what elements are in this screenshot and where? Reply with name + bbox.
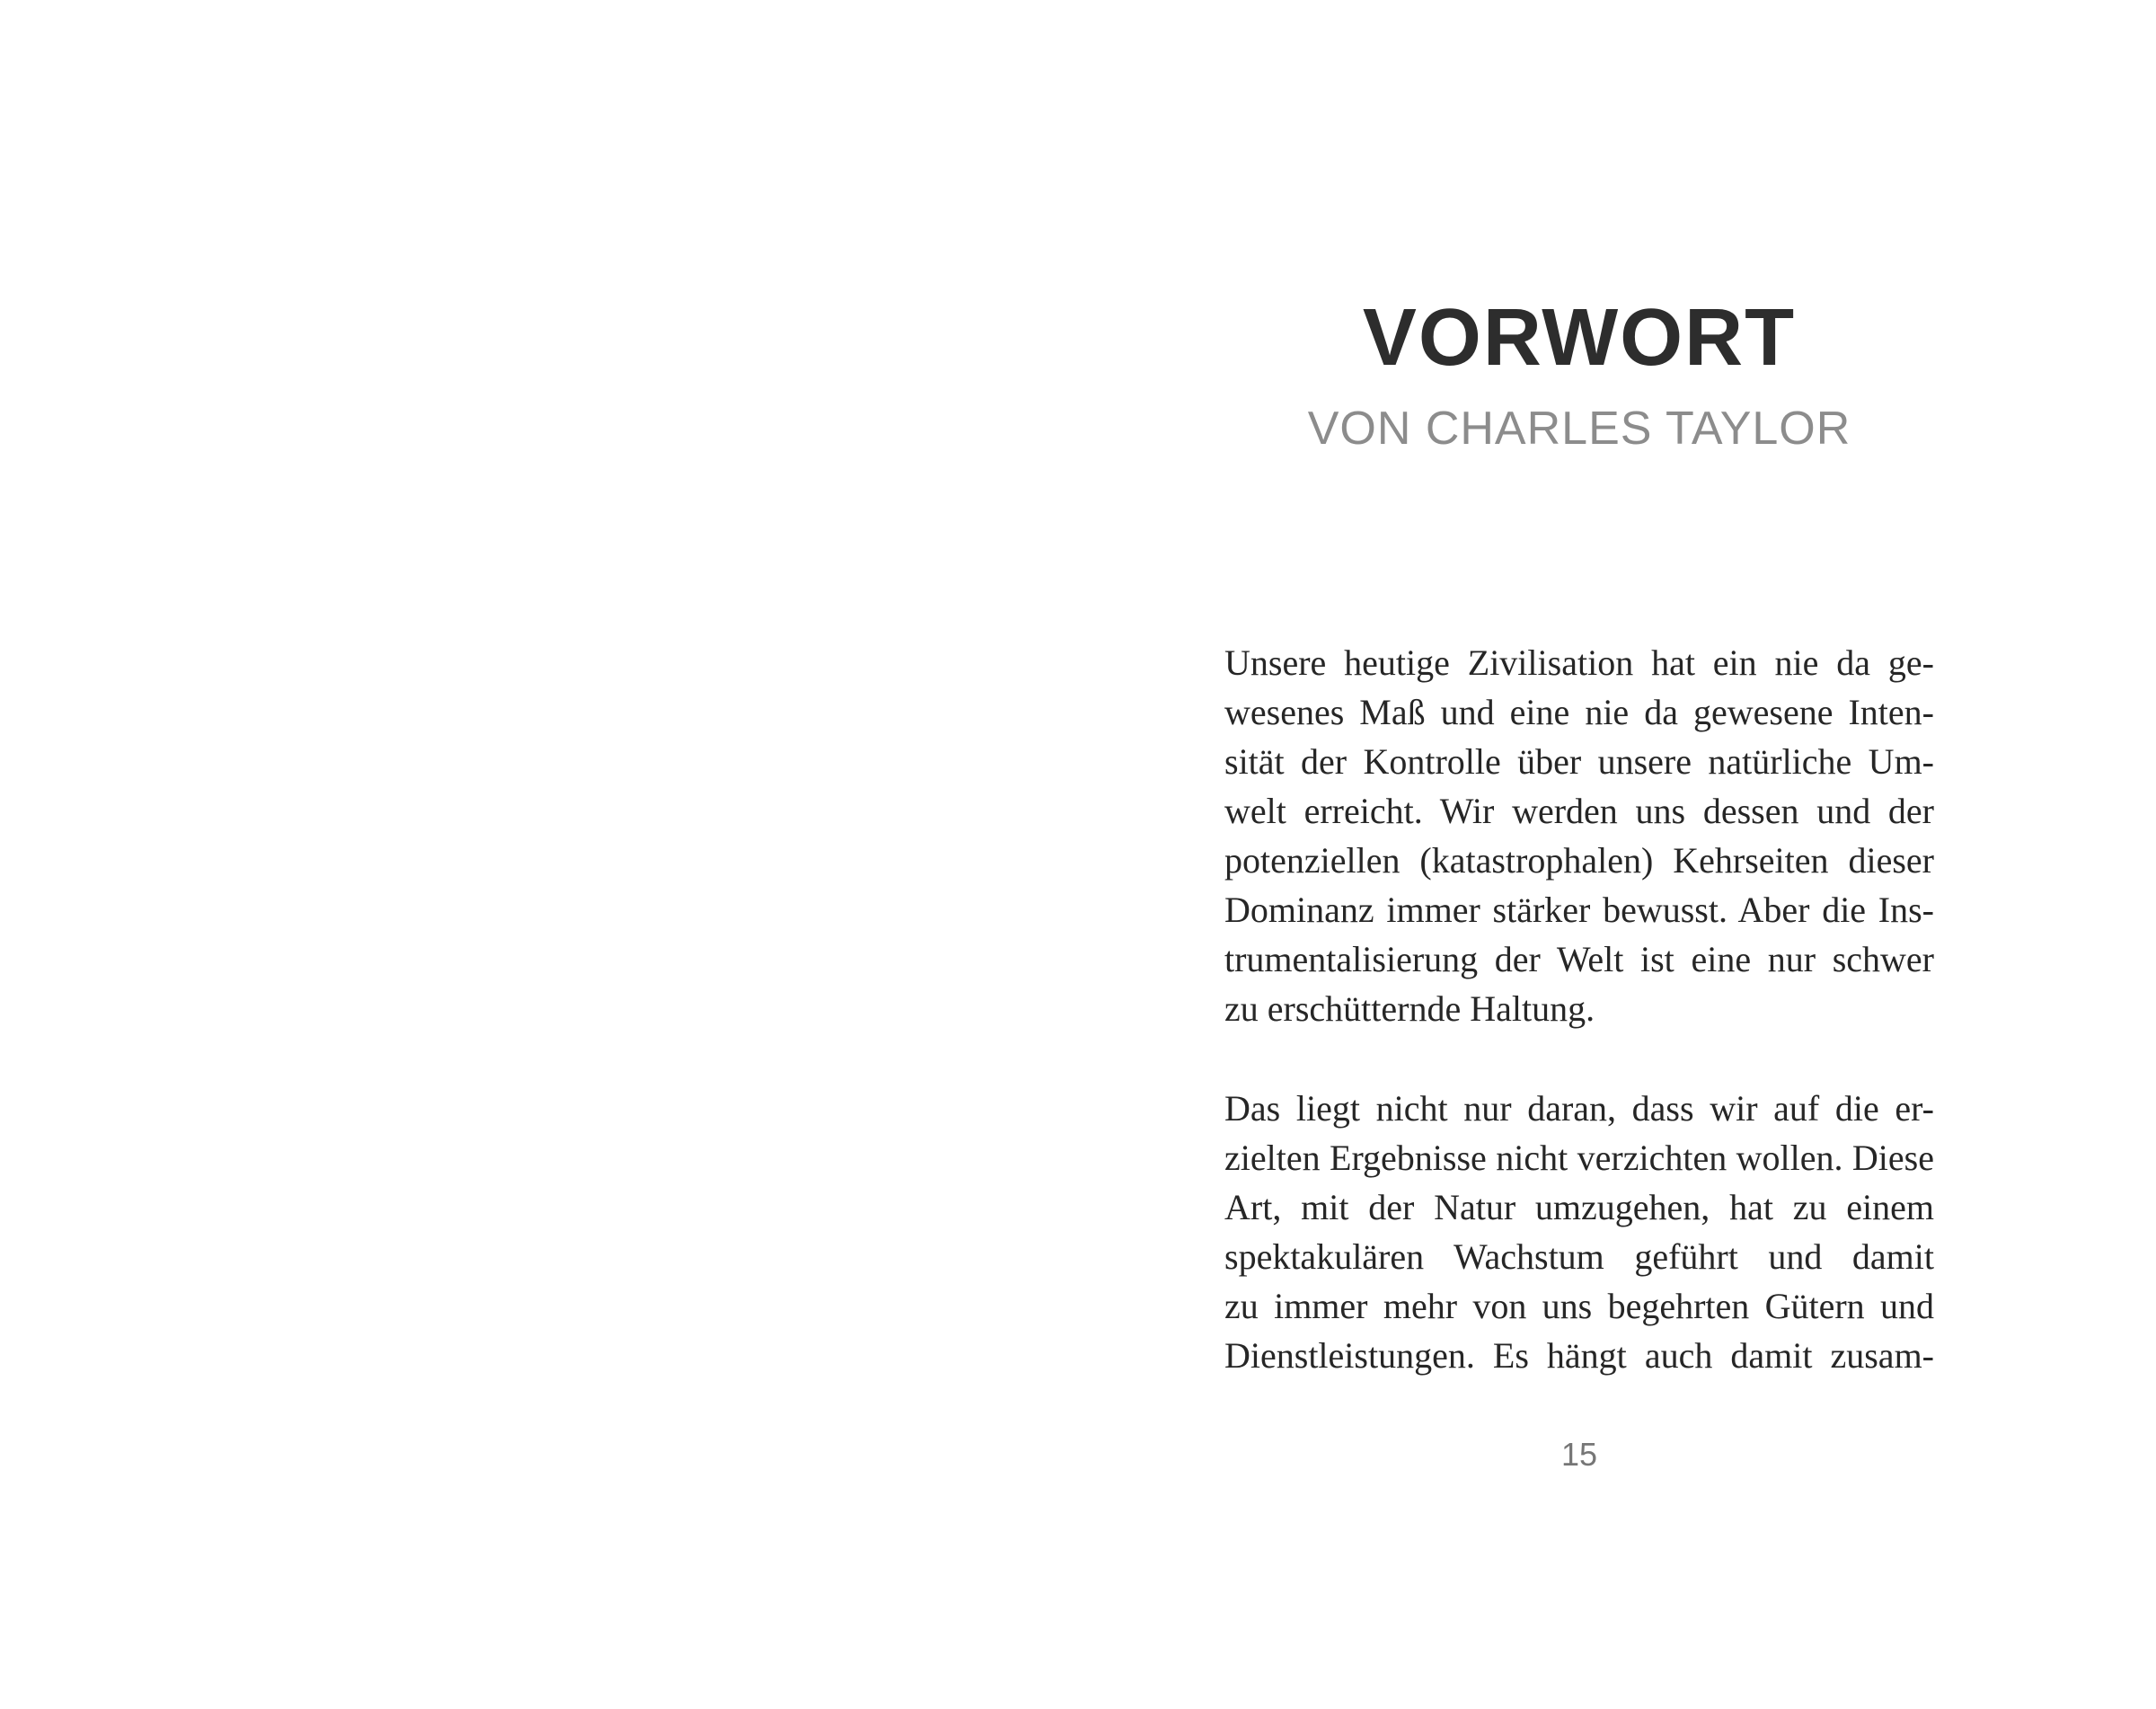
text-line: Dienstleistungen. Es hängt auch damit zusam- bbox=[1224, 1335, 1934, 1376]
text-line: wesenes Maß und eine nie da gewesene Inten- bbox=[1224, 692, 1934, 732]
text-line: spektakulären Wachstum geführt und damit bbox=[1224, 1236, 1934, 1277]
text-line: zu erschütternde Haltung. bbox=[1224, 988, 1595, 1029]
text-line: sität der Kontrolle über unsere natürliche Um- bbox=[1224, 741, 1934, 782]
text-line: welt erreicht. Wir werden uns dessen und der bbox=[1224, 791, 1934, 831]
text-line: zu immer mehr von uns begehrten Gütern und bbox=[1224, 1286, 1934, 1326]
page-subtitle: VON CHARLES TAYLOR bbox=[1307, 403, 1851, 455]
text-line: Art, mit der Natur umzugehen, hat zu einem bbox=[1224, 1187, 1934, 1227]
paragraph bbox=[1224, 1084, 1934, 1380]
paragraph bbox=[1224, 638, 1934, 1033]
text-line: trumentalisierung der Welt ist eine nur schwer bbox=[1224, 939, 1934, 979]
text-line: Unsere heutige Zivilisation hat ein nie da ge- bbox=[1224, 642, 1934, 683]
right-page bbox=[1224, 0, 1934, 1709]
text-line: Dominanz immer stärker bewusst. Aber die Ins- bbox=[1224, 890, 1934, 930]
text-line: Das liegt nicht nur daran, dass wir auf die er- bbox=[1224, 1088, 1934, 1129]
body-text bbox=[1224, 638, 1934, 1380]
text-line: potenziellen (katastrophalen) Kehrseiten dieser bbox=[1224, 840, 1934, 881]
page-number: 15 bbox=[1560, 1436, 1598, 1473]
text-line: zielten Ergebnisse nicht verzichten wollen. Diese bbox=[1224, 1138, 1934, 1178]
page-title: VORWORT bbox=[1362, 293, 1797, 383]
